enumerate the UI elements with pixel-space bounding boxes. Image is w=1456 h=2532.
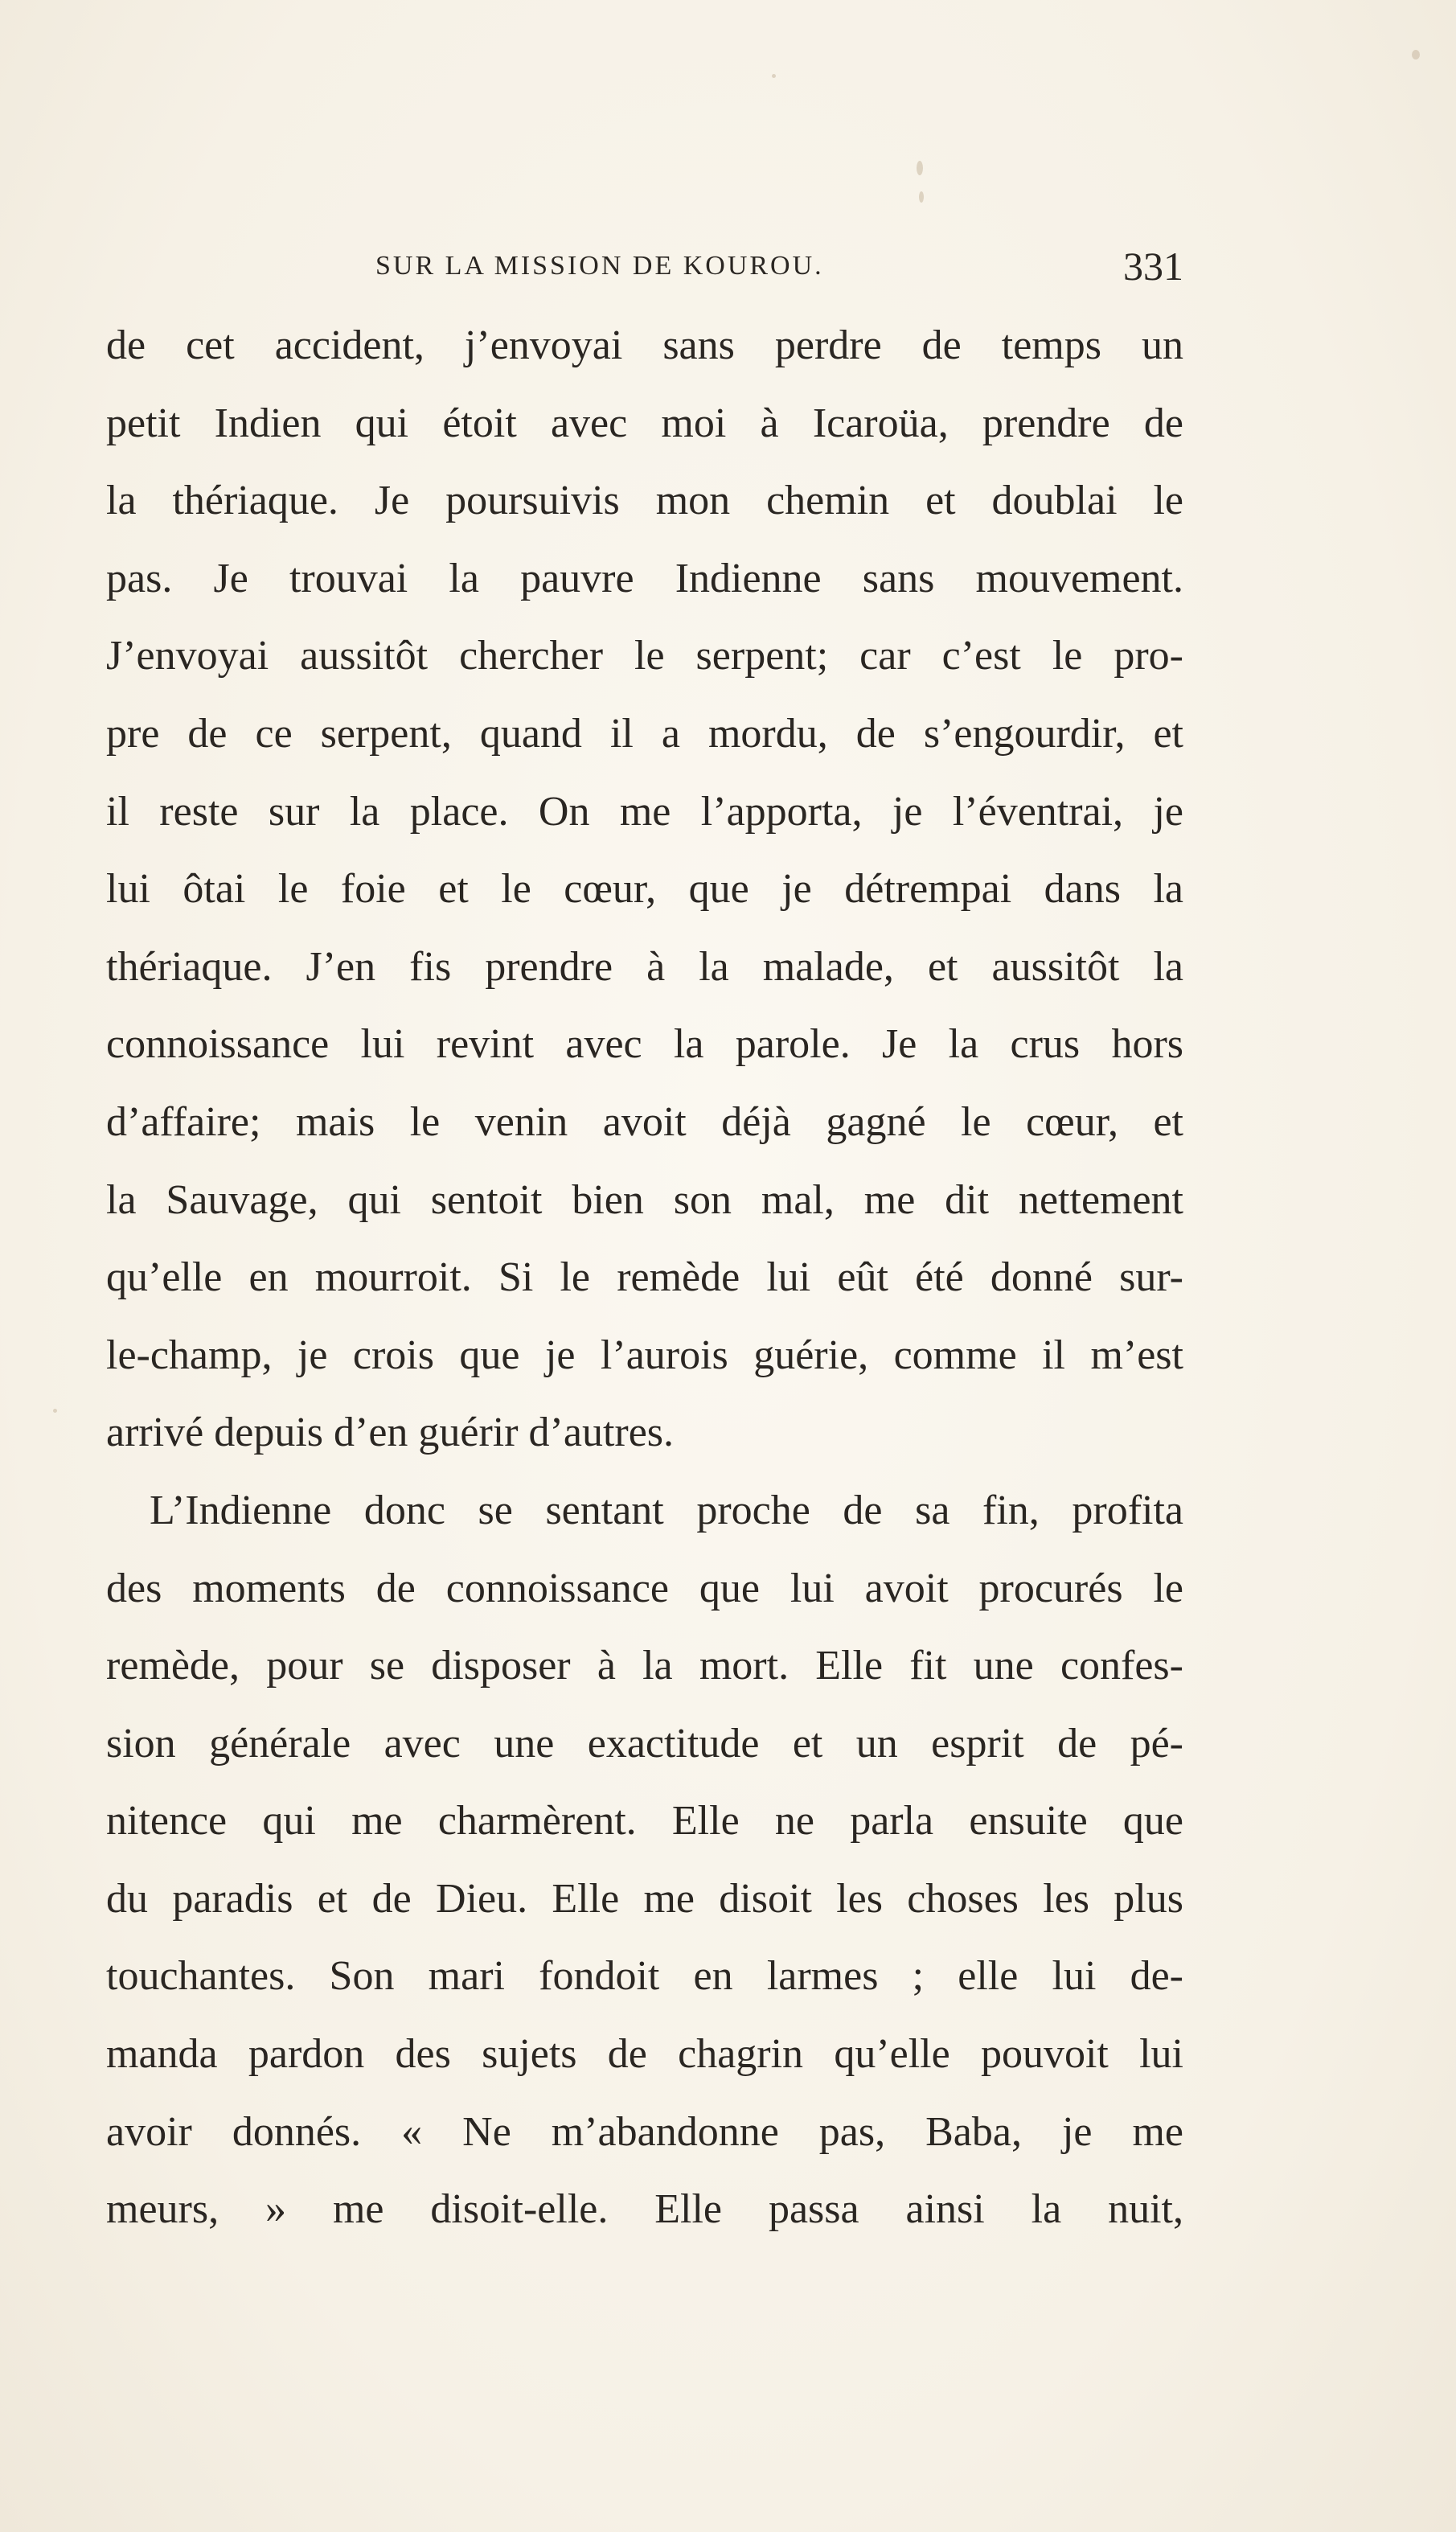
page-number: 331	[1123, 244, 1183, 289]
running-head: SUR LA MISSION DE KOUROU.	[375, 251, 824, 281]
text-line: nitence qui me charmèrent. Elle ne parla ensuite que	[106, 1798, 1183, 1845]
paper-speck	[917, 161, 923, 175]
text-line: arrivé depuis d’en guérir d’autres.	[106, 1410, 675, 1456]
paper-speck	[772, 74, 776, 78]
text-line: il reste sur la place. On me l’apporta, je l’éventrai, je	[106, 788, 1183, 835]
text-line: pre de ce serpent, quand il a mordu, de s’engourdir, et	[106, 710, 1183, 757]
text-line: du paradis et de Dieu. Elle me disoit les choses les plus	[106, 1875, 1183, 1922]
text-line: des moments de connoissance que lui avoit procurés le	[106, 1565, 1183, 1611]
text-line: manda pardon des sujets de chagrin qu’elle pouvoit lui	[106, 2031, 1183, 2078]
text-line: petit Indien qui étoit avec moi à Icaroüa, prendre de	[106, 400, 1183, 446]
text-line: connoissance lui revint avec la parole. Je la crus hors	[106, 1021, 1183, 1068]
text-line: L’Indienne donc se sentant proche de sa fin, profita	[150, 1487, 1183, 1533]
body-text	[106, 307, 1183, 2249]
paper-speck	[919, 191, 924, 203]
paper-speck	[1412, 50, 1420, 60]
text-line: sion générale avec une exactitude et un esprit de pé-	[106, 1720, 1183, 1767]
text-line: remède, pour se disposer à la mort. Elle fit une confes-	[106, 1643, 1183, 1689]
text-line: avoir donnés. « Ne m’abandonne pas, Baba, je me	[106, 2108, 1183, 2155]
paper-speck	[53, 1409, 57, 1413]
text-line: thériaque. J’en fis prendre à la malade, et aussitôt la	[106, 943, 1183, 990]
text-line: de cet accident, j’envoyai sans perdre de temps un	[106, 322, 1183, 368]
text-line: qu’elle en mourroit. Si le remède lui eût été donné sur-	[106, 1254, 1183, 1301]
text-line: lui ôtai le foie et le cœur, que je détrempai dans la	[106, 866, 1183, 913]
text-line: la Sauvage, qui sentoit bien son mal, me dit nettement	[106, 1176, 1183, 1223]
text-line: J’envoyai aussitôt chercher le serpent; car c’est le pro-	[106, 633, 1183, 679]
page-header	[106, 238, 1183, 294]
text-line: touchantes. Son mari fondoit en larmes ; elle lui de-	[106, 1953, 1183, 2000]
text-line: meurs, » me disoit-elle. Elle passa ainsi la nuit,	[106, 2186, 1183, 2233]
text-line: d’affaire; mais le venin avoit déjà gagné le cœur, et	[106, 1098, 1183, 1145]
text-line: pas. Je trouvai la pauvre Indienne sans mouvement.	[106, 555, 1183, 601]
text-line: la thériaque. Je poursuivis mon chemin et doublai le	[106, 478, 1183, 524]
text-line: le-champ, je crois que je l’aurois guérie, comme il m’est	[106, 1332, 1183, 1378]
